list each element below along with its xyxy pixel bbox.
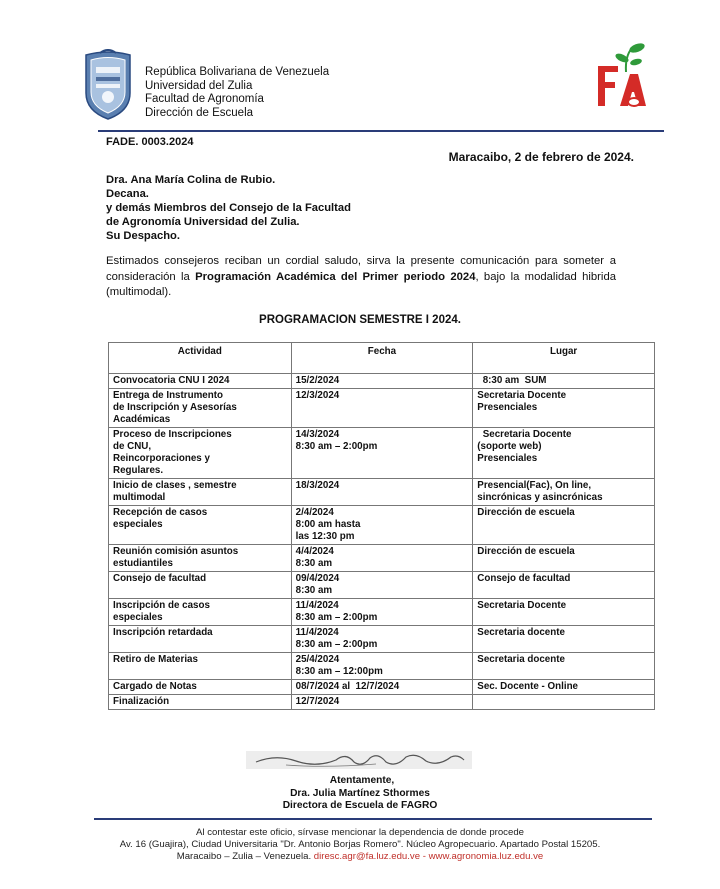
cell-line: 11/4/2024 (295, 600, 339, 611)
cell-lugar (473, 506, 655, 545)
footer-location: Maracaibo – Zulia – Venezuela. (176, 851, 314, 862)
reference-number: FADE. 0003.2024 (106, 136, 194, 148)
cell-line: 14/3/2024 (295, 429, 340, 440)
footer-line-1: Al contestar este oficio, sírvase mencionar la dependencia de donde procede (196, 827, 524, 838)
cell-line: Finalización (113, 696, 170, 707)
cell-lugar (473, 680, 655, 695)
cell-line: 09/4/2024 (295, 573, 340, 584)
cell-line: especiales (113, 519, 163, 530)
cell-actividad (109, 479, 292, 506)
footer-email-link[interactable]: diresc.agr@fa.luz.edu.ve (313, 851, 421, 862)
institution-line: Universidad del Zulia (145, 79, 253, 92)
column-header-fecha: Fecha (291, 343, 473, 374)
cell-line: sincrónicas y asincrónicas (477, 492, 603, 503)
cell-line: Retiro de Materias (113, 654, 198, 665)
cell-line: Secretaria Docente (477, 390, 567, 401)
cell-line: Presencial(Fac), On line, (477, 480, 592, 491)
cell-actividad (109, 506, 292, 545)
cell-actividad (109, 680, 292, 695)
cell-line: Inscripción de casos (113, 600, 210, 611)
cell-lugar (473, 572, 655, 599)
signature-icon (246, 748, 472, 772)
letter-body (106, 254, 616, 301)
cell-lugar (473, 389, 655, 428)
cell-line: 08/7/2024 al 12/7/2024 (295, 681, 400, 692)
body-text-bold: Programación Académica del Primer periodo 2024 (195, 270, 476, 283)
addressee-line: de Agronomía Universidad del Zulia. (106, 216, 300, 228)
cell-actividad (109, 545, 292, 572)
cell-line: 8:30 am – 2:00pm (295, 639, 378, 650)
cell-line: Secretaria Docente (477, 429, 572, 440)
signoff-block (0, 775, 720, 813)
addressee-block (106, 173, 351, 243)
table-row (109, 506, 655, 545)
table-row (109, 653, 655, 680)
cell-line: Entrega de Instrumento (113, 390, 223, 401)
cell-line: 12/7/2024 (295, 696, 340, 707)
cell-line: 2/4/2024 (295, 507, 334, 518)
cell-actividad (109, 695, 292, 710)
cell-line: Académicas (113, 414, 171, 425)
cell-actividad (109, 626, 292, 653)
faculty-logo-icon (592, 42, 648, 112)
cell-fecha (291, 599, 473, 626)
addressee-line: Su Despacho. (106, 230, 180, 242)
schedule-table (108, 342, 655, 710)
table-row (109, 626, 655, 653)
cell-lugar (473, 653, 655, 680)
addressee-line: Decana. (106, 188, 149, 200)
cell-line: Inscripción retardada (113, 627, 213, 638)
cell-line: Consejo de facultad (477, 573, 571, 584)
cell-fecha (291, 428, 473, 479)
table-row (109, 695, 655, 710)
cell-line: 8:30 am – 2:00pm (295, 612, 378, 623)
cell-lugar (473, 374, 655, 389)
header-rule (98, 130, 664, 132)
cell-line: 12/3/2024 (295, 390, 340, 401)
cell-fecha (291, 695, 473, 710)
footer-rule (94, 818, 652, 820)
cell-line: Presenciales (477, 402, 538, 413)
institution-line: Facultad de Agronomía (145, 93, 264, 105)
cell-line: especiales (113, 612, 163, 623)
cell-line: Sec. Docente - Online (477, 681, 578, 692)
schedule-table-body (109, 374, 655, 710)
cell-line: 4/4/2024 (295, 546, 334, 557)
column-header-lugar: Lugar (473, 343, 655, 374)
letter-date: Maracaibo, 2 de febrero de 2024. (448, 150, 634, 164)
cell-line: Convocatoria CNU I 2024 (113, 375, 230, 386)
cell-line: 8:30 am (295, 585, 333, 596)
cell-fecha (291, 680, 473, 695)
table-row (109, 374, 655, 389)
cell-line: (soporte web) (477, 441, 542, 452)
table-row (109, 680, 655, 695)
institution-line: República Bolivariana de Venezuela (145, 66, 330, 78)
cell-lugar (473, 479, 655, 506)
cell-line: Dirección de escuela (477, 507, 575, 518)
signer-name: Dra. Julia Martínez Sthormes (290, 787, 430, 799)
cell-lugar (473, 695, 655, 710)
table-row (109, 389, 655, 428)
cell-fecha (291, 653, 473, 680)
cell-actividad (109, 599, 292, 626)
cell-line: 8:30 am SUM (477, 375, 547, 386)
addressee-line: y demás Miembros del Consejo de la Facultad (106, 202, 351, 214)
cell-actividad (109, 653, 292, 680)
signer-position: Directora de Escuela de FAGRO (282, 800, 438, 811)
footer-separator: - (420, 851, 429, 862)
cell-line: Proceso de Inscripciones (113, 429, 232, 440)
cell-line: 18/3/2024 (295, 480, 340, 491)
addressee-line: Dra. Ana María Colina de Rubio. (106, 174, 276, 186)
column-header-actividad: Actividad (109, 343, 292, 374)
cell-line: 8:30 am – 12:00pm (295, 666, 383, 677)
cell-line: Presenciales (477, 453, 538, 464)
table-header-row (109, 343, 655, 374)
cell-line: Inicio de clases , semestre (113, 480, 237, 491)
cell-fecha (291, 572, 473, 599)
footer-line-2: Av. 16 (Guajira), Ciudad Universitaria "Dr. Antonio Borjas Romero". Núcleo Agropecuario. Apartado Postal 15205. (119, 839, 601, 850)
cell-line: estudiantiles (113, 558, 173, 569)
cell-line: 11/4/2024 (295, 627, 339, 638)
cell-line: Reunión comisión asuntos (113, 546, 239, 557)
footer-block (0, 827, 720, 863)
institution-line: Dirección de Escuela (145, 106, 254, 119)
institution-block (145, 66, 329, 120)
table-row (109, 572, 655, 599)
footer-line-3 (0, 851, 720, 863)
cell-line: las 12:30 pm (295, 531, 355, 542)
cell-line: Regulares. (113, 465, 164, 476)
table-row (109, 599, 655, 626)
schedule-title: PROGRAMACION SEMESTRE I 2024. (259, 314, 461, 326)
cell-actividad (109, 389, 292, 428)
cell-actividad (109, 374, 292, 389)
cell-line: 8:30 am (295, 558, 333, 569)
cell-fecha (291, 389, 473, 428)
cell-fecha (291, 506, 473, 545)
cell-actividad (109, 572, 292, 599)
cell-line: 8:00 am hasta (295, 519, 361, 530)
cell-line: Reincorporaciones y (113, 453, 210, 464)
cell-line: 25/4/2024 (295, 654, 340, 665)
cell-fecha (291, 545, 473, 572)
table-row (109, 479, 655, 506)
cell-line: Cargado de Notas (113, 681, 197, 692)
university-seal-icon (82, 49, 134, 121)
cell-fecha (291, 374, 473, 389)
cell-line: Dirección de escuela (477, 546, 575, 557)
cell-actividad (109, 428, 292, 479)
body-text-end: , bajo la modalidad hibrida (multimodal). (106, 270, 617, 298)
cell-line: Secretaria docente (477, 627, 565, 638)
table-row (109, 428, 655, 479)
cell-line: de CNU, (113, 441, 152, 452)
cell-lugar (473, 626, 655, 653)
cell-line: multimodal (113, 492, 166, 503)
body-text-start: Estimados consejeros reciban un cordial saludo, sirva la presente comunicación para someter a consideración la (106, 255, 616, 283)
cell-lugar (473, 599, 655, 626)
footer-website-link[interactable]: www.agronomia.luz.edu.ve (428, 851, 544, 862)
cell-lugar (473, 428, 655, 479)
cell-fecha (291, 626, 473, 653)
cell-lugar (473, 545, 655, 572)
salutation: Atentamente, (329, 775, 395, 786)
cell-line: 15/2/2024 (295, 375, 340, 386)
cell-line: de Inscripción y Asesorías (113, 402, 237, 413)
cell-line: Recepción de casos (113, 507, 208, 518)
cell-line: Secretaria Docente (477, 600, 567, 611)
cell-fecha (291, 479, 473, 506)
cell-line: Consejo de facultad (113, 573, 207, 584)
table-row (109, 545, 655, 572)
cell-line: Secretaria docente (477, 654, 565, 665)
cell-line: 8:30 am – 2:00pm (295, 441, 378, 452)
